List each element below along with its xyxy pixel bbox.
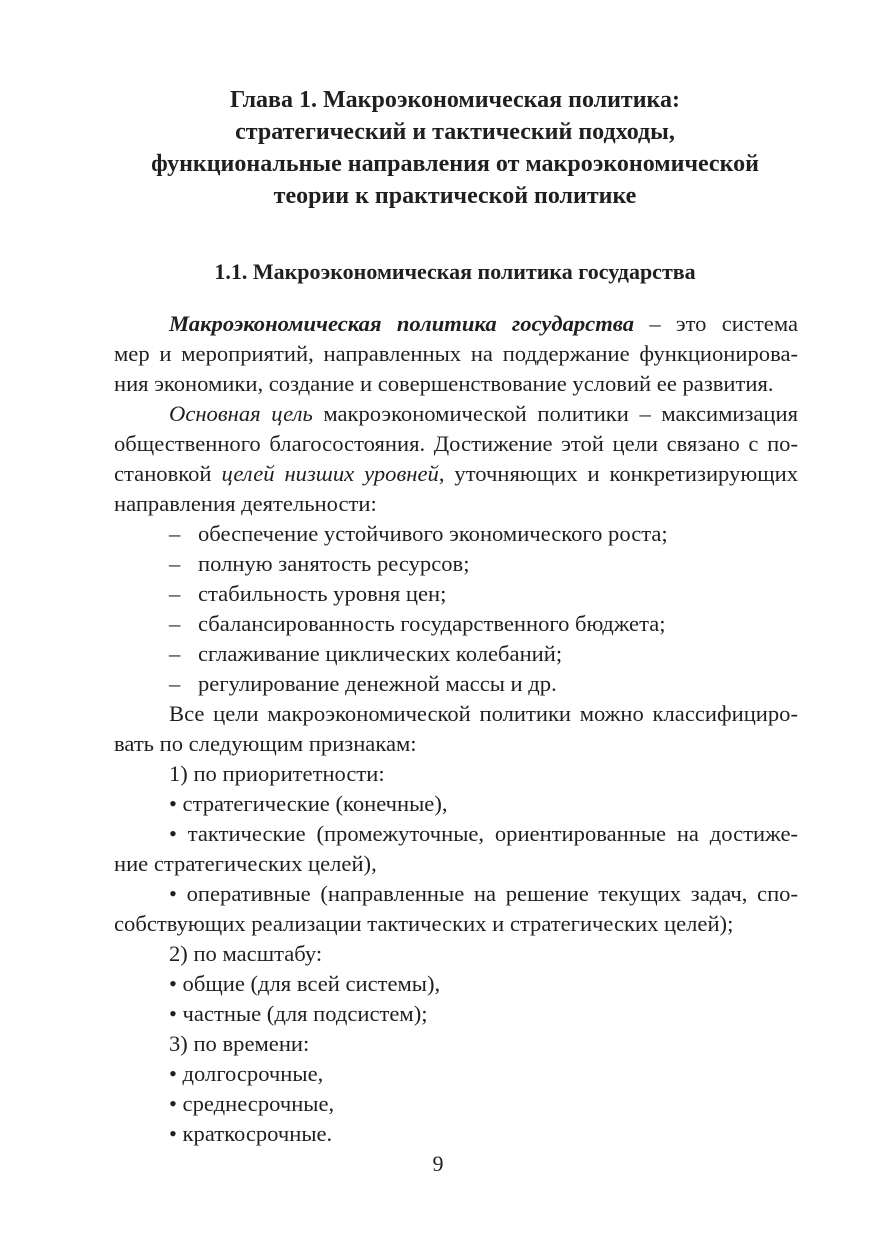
page-number: 9 [432,1151,444,1176]
criteria-heading: 3) по времени: [169,1031,310,1056]
text-span: – это система [634,311,798,336]
list-item-text: регулирование денежной массы и др. [198,671,557,696]
list-item-text: стабильность уровня цен; [198,581,447,606]
list-item [114,639,798,669]
bullet-item: • краткосрочные. [169,1121,333,1146]
defined-term: Макроэкономическая политика государства [169,311,635,336]
list-item-text: обеспечение устойчивого экономического роста; [198,521,668,546]
list-item-text: полную занятость ресурсов; [198,551,470,576]
bullet-item: • среднесрочные, [169,1091,335,1116]
chapter-title-line: Глава 1. Макроэкономическая политика: [230,87,680,113]
bullet-item: • общие (для всей системы), [169,971,441,996]
chapter-title-line: теории к практической политике [273,183,637,209]
chapter-title-line: функциональные направления от макроэкономической [151,151,759,177]
paragraph-line [114,459,798,489]
chapter-title [100,84,810,212]
list-item-text: сглаживание циклических колебаний; [198,641,563,666]
bullet-item-continuation: собствующих реализации тактических и стратегических целей); [114,911,734,936]
criteria-heading: 2) по масштабу: [169,941,323,966]
list-item [114,669,798,699]
emphasized-text: Основная цель [169,401,313,426]
dash-marker: – [169,521,181,546]
chapter-title-line: стратегический и тактический подходы, [235,119,675,145]
bullet-item: • оперативные (направленные на решение текущих задач, спо- [169,881,798,906]
paragraph-line: мер и мероприятий, направленных на поддержание функционирова- [114,341,798,366]
bullet-item-continuation: ние стратегических целей), [114,851,377,876]
paragraph-line: общественного благосостояния. Достижение этой цели связано с по- [114,431,798,456]
dash-marker: – [169,551,181,576]
dash-marker: – [169,581,181,606]
list-item [114,549,798,579]
paragraph-line: направления деятельности: [114,491,377,516]
emphasized-text: целей низших уровней [221,461,439,486]
text-span: , уточняющих и конкретизирующих [438,461,798,486]
paragraph-line [114,309,798,339]
criteria-heading: 1) по приоритетности: [169,761,385,786]
bullet-item: • частные (для подсистем); [169,1001,428,1026]
text-span: становкой [114,461,222,486]
list-item [114,519,798,549]
bullet-item: • тактические (промежуточные, ориентированные на достиже- [169,821,798,846]
text-span: макроэкономической политики – максимизация [312,401,799,426]
paragraph-line: ния экономики, создание и совершенствование условий ее развития. [114,371,774,396]
paragraph-line: вать по следующим признакам: [114,731,417,756]
section-title: 1.1. Макроэкономическая политика государства [214,259,696,284]
dash-marker: – [169,671,181,696]
body-text [114,309,798,1149]
dash-marker: – [169,641,181,666]
list-item-text: сбалансированность государственного бюджета; [198,611,666,636]
bullet-item: • долгосрочные, [169,1061,324,1086]
list-item [114,609,798,639]
paragraph-line [114,399,798,429]
dash-marker: – [169,611,181,636]
list-item [114,579,798,609]
bullet-item: • стратегические (конечные), [169,791,448,816]
paragraph-line: Все цели макроэкономической политики можно классифициро- [169,701,798,726]
